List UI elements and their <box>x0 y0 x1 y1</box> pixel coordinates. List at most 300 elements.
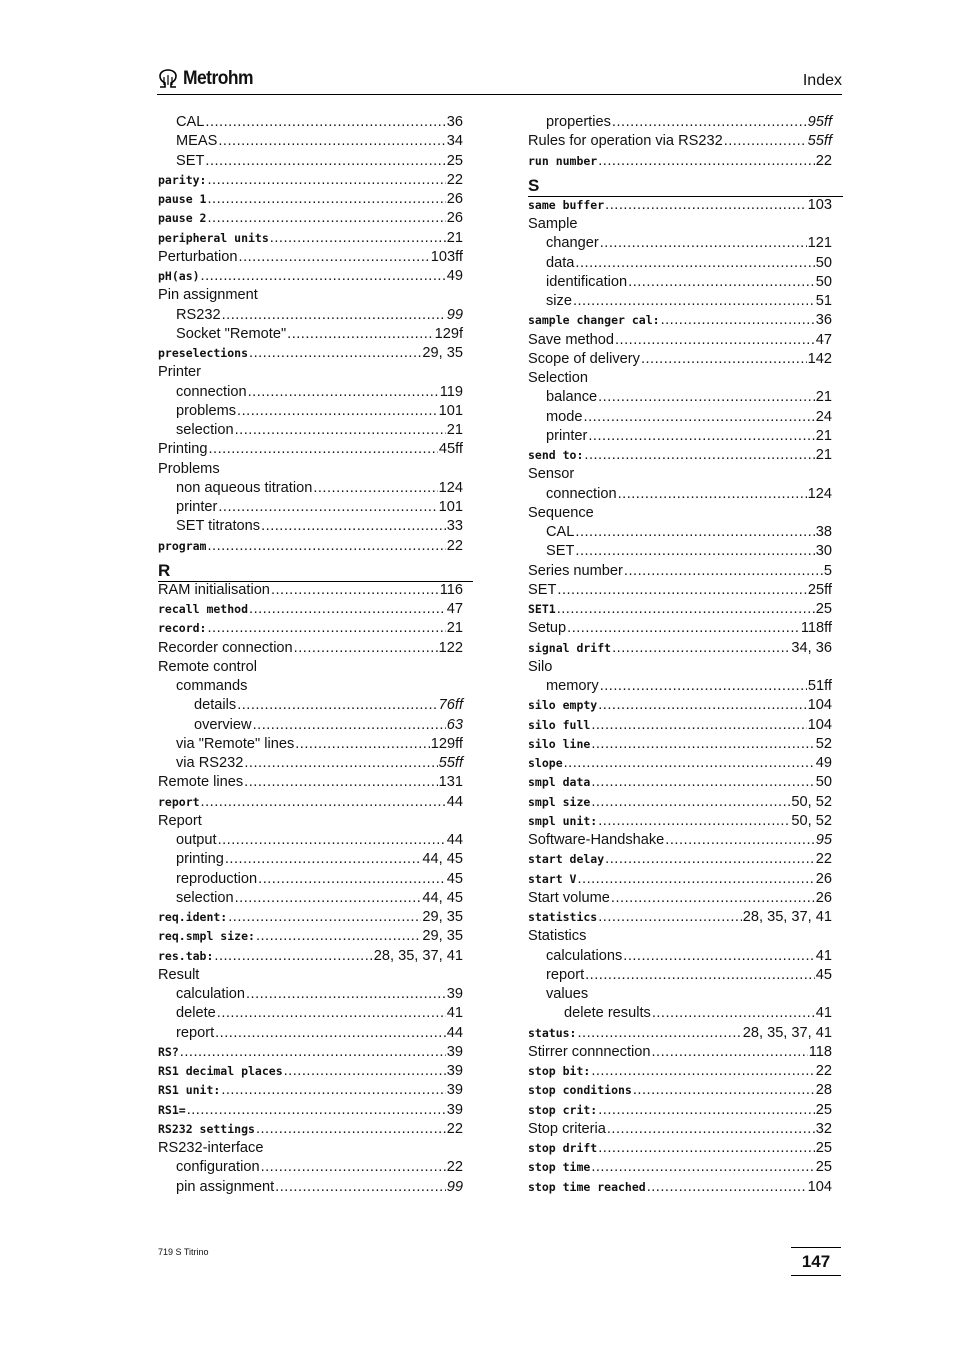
index-term: peripheral units <box>158 230 269 245</box>
index-entry <box>528 967 832 986</box>
dot-leader <box>605 851 815 867</box>
page-reference: 50, 52 <box>791 812 832 829</box>
index-term: RS232 <box>176 306 221 323</box>
index-entry <box>158 717 463 736</box>
page-reference: 104 <box>807 697 832 714</box>
page-reference: 55ff <box>807 133 832 150</box>
index-term: slope <box>528 756 563 770</box>
page-reference: 21 <box>446 620 463 637</box>
index-term: Printer <box>158 364 201 381</box>
index-entry <box>528 640 832 659</box>
index-term: Report <box>158 812 202 829</box>
page-reference: 21 <box>815 389 832 406</box>
page-reference: 124 <box>807 485 832 502</box>
index-term: Problems <box>158 460 220 477</box>
dot-leader <box>724 133 807 149</box>
index-entry <box>158 620 463 639</box>
index-term: report <box>158 794 200 809</box>
page-reference: 52 <box>815 735 832 752</box>
index-entry <box>158 461 463 480</box>
dot-leader <box>591 736 814 752</box>
index-term: stop time reached <box>528 1179 646 1194</box>
index-term: start V <box>528 871 577 886</box>
page-reference: 39 <box>446 986 463 1002</box>
dot-leader <box>573 293 815 309</box>
index-entry <box>158 422 463 441</box>
index-term: RS? <box>158 1044 179 1059</box>
index-entry <box>158 640 463 659</box>
index-term: calculation <box>176 986 245 1002</box>
dot-leader <box>591 774 814 790</box>
index-entry <box>528 986 832 1005</box>
dot-leader <box>598 697 806 713</box>
index-term: MEAS <box>176 133 218 150</box>
index-column-right <box>528 114 832 1198</box>
page-reference: 101 <box>438 499 463 515</box>
dot-leader <box>652 1005 815 1021</box>
index-term: Start volume <box>528 889 610 906</box>
index-entry <box>158 249 463 268</box>
page-reference: 50, 52 <box>791 793 832 810</box>
dot-leader <box>270 230 446 246</box>
page-reference: 45 <box>815 966 832 983</box>
index-term: Sensor <box>528 466 575 483</box>
index-entry <box>158 967 463 986</box>
index-term: details <box>194 697 237 714</box>
dot-leader <box>647 1179 807 1195</box>
index-entry <box>528 235 832 254</box>
index-entry <box>528 563 832 582</box>
page-reference: 45 <box>446 870 463 887</box>
index-entry <box>158 582 463 601</box>
index-term: pause 1 <box>158 192 207 206</box>
index-column-left <box>158 114 463 1198</box>
index-entry <box>158 307 463 326</box>
page-reference: 26 <box>446 210 463 227</box>
index-term: values <box>546 986 589 1002</box>
dot-leader <box>618 486 807 502</box>
index-term: Pin assignment <box>158 287 258 304</box>
page-reference: 5 <box>823 562 832 579</box>
index-entry <box>528 466 832 485</box>
dot-leader <box>591 1159 814 1175</box>
index-entry <box>528 774 832 793</box>
index-term: via "Remote" lines <box>176 735 295 752</box>
index-entry <box>528 1159 832 1178</box>
page-reference: 28, 35, 37, 41 <box>742 1024 832 1041</box>
dot-leader <box>205 153 445 169</box>
dot-leader <box>661 312 815 328</box>
page-reference: 28, 35, 37, 41 <box>742 909 832 925</box>
index-term: Scope of delivery <box>528 350 640 367</box>
index-term: printing <box>176 851 224 868</box>
index-entry <box>528 813 832 832</box>
index-entry <box>528 928 832 947</box>
index-term: size <box>546 293 572 309</box>
page-reference: 26 <box>815 870 832 887</box>
index-entry <box>158 774 463 793</box>
dot-leader <box>207 210 445 226</box>
index-term: Sample <box>528 216 578 232</box>
index-term: printer <box>176 499 218 515</box>
dot-leader <box>208 441 437 457</box>
index-term: silo line <box>528 736 591 751</box>
index-entry <box>158 441 463 460</box>
index-entry <box>158 1044 463 1063</box>
index-entry <box>528 1063 832 1082</box>
index-term: selection <box>176 889 234 906</box>
dot-leader <box>633 1082 815 1098</box>
page-reference: 99 <box>446 306 463 323</box>
index-entry <box>158 890 463 909</box>
dot-leader <box>575 524 814 540</box>
page-reference: 50 <box>815 254 832 271</box>
dot-leader <box>253 717 446 733</box>
page-reference: 76ff <box>438 697 463 714</box>
index-entry <box>528 1044 832 1063</box>
index-entry <box>528 486 832 505</box>
dot-leader <box>205 114 445 130</box>
page-reference: 129ff <box>430 735 463 752</box>
index-entry <box>528 1025 832 1044</box>
index-term: Socket "Remote" <box>176 325 287 342</box>
dot-leader <box>217 1005 446 1021</box>
index-entry <box>528 1179 832 1198</box>
page-reference: 41 <box>815 947 832 964</box>
index-term: Printing <box>158 441 208 458</box>
page-reference: 21 <box>446 422 463 438</box>
index-term: commands <box>176 678 248 694</box>
index-term: SET <box>546 543 575 560</box>
index-entry <box>158 172 463 191</box>
index-term: Silo <box>528 658 553 675</box>
page-reference: 25ff <box>807 581 832 598</box>
index-entry <box>528 755 832 774</box>
index-entry <box>528 1121 832 1140</box>
page-reference: 21 <box>815 447 832 463</box>
index-term: connection <box>546 485 617 502</box>
index-term: connection <box>176 383 247 400</box>
index-term: Setup <box>528 620 567 637</box>
index-term: pause 2 <box>158 211 207 226</box>
index-term: silo empty <box>528 698 598 713</box>
page-reference: 32 <box>815 1120 832 1137</box>
page-reference: 25 <box>815 1140 832 1156</box>
page-reference: 29, 35 <box>422 928 463 945</box>
index-term: CAL <box>176 114 205 130</box>
page-reference: 44, 45 <box>422 889 463 906</box>
dot-leader <box>598 1102 815 1118</box>
dot-leader <box>591 794 790 810</box>
index-entry <box>158 986 463 1005</box>
page-reference: 47 <box>815 331 832 348</box>
dot-leader <box>628 274 815 290</box>
dot-leader <box>598 389 815 405</box>
index-term: stop crit: <box>528 1102 598 1117</box>
page-reference: 44, 45 <box>422 851 463 868</box>
dot-leader <box>598 909 741 925</box>
dot-leader <box>214 948 372 964</box>
index-entry <box>528 351 832 370</box>
index-entry <box>158 948 463 967</box>
page-reference: 39 <box>446 1082 463 1099</box>
dot-leader <box>584 447 814 463</box>
index-term: smpl unit: <box>528 813 598 828</box>
index-entry <box>158 133 463 152</box>
index-term: silo full <box>528 717 591 732</box>
dot-leader <box>294 640 438 656</box>
index-term: report <box>176 1024 215 1041</box>
page-reference: 39 <box>446 1101 463 1118</box>
index-entry <box>528 851 832 870</box>
index-term: sample changer cal: <box>528 313 660 328</box>
dot-leader <box>249 601 446 617</box>
dot-leader <box>585 967 815 983</box>
dot-leader <box>284 1063 446 1079</box>
index-entry <box>158 538 463 557</box>
index-term: recall method <box>158 602 249 616</box>
index-entry <box>158 794 463 813</box>
index-entry <box>528 524 832 543</box>
index-entry <box>528 890 832 909</box>
index-term: parity: <box>158 172 207 187</box>
page-reference: 95 <box>815 832 832 848</box>
page-reference: 41 <box>815 1005 832 1022</box>
page-reference: 36 <box>446 114 463 130</box>
page-reference: 49 <box>815 755 832 771</box>
index-term: balance <box>546 389 598 406</box>
page-reference: 45ff <box>438 441 463 458</box>
index-term: RS1= <box>158 1102 186 1117</box>
index-entry <box>528 1140 832 1159</box>
dot-leader <box>201 794 446 810</box>
dot-leader <box>313 480 437 496</box>
dot-leader <box>575 255 814 271</box>
index-entry <box>528 312 832 331</box>
index-term: report <box>546 966 585 983</box>
index-term: stop bit: <box>528 1064 591 1078</box>
index-term: mode <box>546 408 583 425</box>
page-reference: 25 <box>815 1159 832 1176</box>
page-reference: 29, 35 <box>422 345 463 361</box>
dot-leader <box>246 986 446 1002</box>
index-term: data <box>546 254 575 271</box>
index-term: program <box>158 538 207 553</box>
index-term: RAM initialisation <box>158 581 270 598</box>
index-term: preselections <box>158 346 249 360</box>
index-term: send to: <box>528 448 584 462</box>
dot-leader <box>575 543 814 559</box>
index-entry <box>158 1140 463 1159</box>
page-reference: 26 <box>446 191 463 207</box>
index-term: overview <box>194 716 252 733</box>
page-reference: 119 <box>439 383 463 400</box>
index-entry <box>158 697 463 716</box>
product-name: 719 S Titrino <box>158 1247 209 1257</box>
dot-leader <box>641 351 807 367</box>
index-entry <box>528 133 832 152</box>
dot-leader <box>256 928 421 944</box>
page-reference: 49 <box>446 268 463 284</box>
page-reference: 104 <box>807 716 832 733</box>
index-entry <box>528 1102 832 1121</box>
section-title: Index <box>802 72 842 89</box>
index-term: CAL <box>546 524 575 540</box>
index-entry <box>158 210 463 229</box>
dot-leader <box>207 191 445 207</box>
page-reference: 28 <box>815 1082 832 1099</box>
index-term: same buffer <box>528 197 605 212</box>
index-entry <box>158 153 463 172</box>
index-term: signal drift <box>528 640 612 655</box>
dot-leader <box>591 717 806 733</box>
page-reference: 41 <box>446 1005 463 1022</box>
page-reference: 30 <box>815 543 832 560</box>
index-term: delete results <box>564 1005 651 1022</box>
index-entry <box>528 697 832 716</box>
page-reference: 44 <box>446 832 463 848</box>
index-term: req.smpl size: <box>158 929 255 944</box>
dot-leader <box>564 755 815 771</box>
brand-name: Metrohm <box>183 68 253 89</box>
dot-leader <box>624 563 823 579</box>
page-reference: 99 <box>446 1178 463 1195</box>
index-term: selection <box>176 422 234 438</box>
index-term: smpl data <box>528 775 591 790</box>
index-term: status: <box>528 1025 577 1040</box>
index-term: Remote control <box>158 658 257 675</box>
page-reference: 44 <box>446 793 463 810</box>
dot-leader <box>623 948 815 964</box>
index-entry <box>158 1025 463 1044</box>
dot-leader <box>652 1044 808 1060</box>
dot-leader <box>611 890 815 906</box>
index-entry <box>528 409 832 428</box>
index-entry <box>158 1063 463 1082</box>
index-term: identification <box>546 273 628 290</box>
dot-leader <box>598 1140 815 1156</box>
index-entry <box>158 678 463 697</box>
index-entry <box>528 332 832 351</box>
page-number-box <box>791 1247 841 1276</box>
page-reference: 26 <box>815 889 832 906</box>
index-term: Stop criteria <box>528 1120 606 1137</box>
index-term: RS1 decimal places <box>158 1064 283 1078</box>
page-reference: 104 <box>807 1178 832 1195</box>
index-entry <box>528 543 832 562</box>
section-letter: R <box>158 559 473 582</box>
index-term: req.ident: <box>158 910 228 924</box>
page-reference: 129f <box>434 325 463 342</box>
page-reference: 47 <box>446 601 463 617</box>
dot-leader <box>218 832 446 848</box>
dot-leader <box>271 582 439 598</box>
index-entry <box>158 871 463 890</box>
dot-leader <box>261 518 446 534</box>
index-term: problems <box>176 402 237 419</box>
index-term: pin assignment <box>176 1178 275 1195</box>
index-term: SET <box>528 581 557 598</box>
index-entry <box>528 274 832 293</box>
index-entry <box>158 1082 463 1101</box>
page-reference: 21 <box>446 229 463 246</box>
index-entry <box>158 1159 463 1178</box>
page-reference: 51ff <box>807 678 832 694</box>
index-entry <box>528 1005 832 1024</box>
index-entry <box>158 813 463 832</box>
dot-leader <box>207 172 445 188</box>
index-entry <box>158 755 463 774</box>
page-reference: 63 <box>446 716 463 733</box>
index-term: Remote lines <box>158 774 244 791</box>
index-term: Software-Handshake <box>528 832 665 848</box>
dot-leader <box>612 640 790 656</box>
dot-leader <box>258 871 446 887</box>
index-term: record: <box>158 621 207 636</box>
index-entry <box>158 230 463 249</box>
page-reference: 22 <box>446 537 463 554</box>
dot-leader <box>201 268 446 284</box>
dot-leader <box>221 1082 445 1098</box>
dot-leader <box>600 678 807 694</box>
page-reference: 50 <box>815 273 832 290</box>
index-entry <box>158 928 463 947</box>
index-entry <box>158 832 463 851</box>
page-reference: 34 <box>446 133 463 150</box>
dot-leader <box>239 249 430 265</box>
page-reference: 25 <box>815 601 832 617</box>
dot-leader <box>237 403 438 419</box>
dot-leader <box>215 1025 446 1041</box>
page-reference: 22 <box>815 152 832 169</box>
page-reference: 55ff <box>438 755 463 771</box>
dot-leader <box>222 307 446 323</box>
index-term: stop time <box>528 1160 591 1175</box>
index-entry <box>528 447 832 466</box>
index-entry <box>158 345 463 364</box>
index-entry <box>528 114 832 133</box>
dot-leader <box>557 582 807 598</box>
index-entry <box>528 1082 832 1101</box>
index-entry <box>528 601 832 620</box>
index-term: start delay <box>528 852 605 867</box>
index-entry <box>158 601 463 620</box>
page-reference: 103 <box>807 196 832 213</box>
index-entry <box>158 326 463 345</box>
index-entry <box>528 428 832 447</box>
dot-leader <box>261 1159 446 1175</box>
dot-leader <box>600 235 807 251</box>
page-reference: 29, 35 <box>422 909 463 925</box>
dot-leader <box>612 114 807 130</box>
page-reference: 24 <box>815 408 832 425</box>
index-term: Statistics <box>528 928 587 945</box>
page-reference: 95ff <box>807 114 832 130</box>
index-entry <box>528 678 832 697</box>
dot-leader <box>248 384 439 400</box>
page-reference: 22 <box>446 1120 463 1137</box>
index-entry <box>528 389 832 408</box>
page-reference: 22 <box>446 171 463 188</box>
section-letter: S <box>528 174 843 197</box>
index-term: delete <box>176 1005 216 1022</box>
page-reference: 50 <box>815 774 832 791</box>
page-reference: 51 <box>815 293 832 309</box>
index-entry <box>158 851 463 870</box>
index-term: SET1 <box>528 602 556 616</box>
page-reference: 22 <box>815 851 832 868</box>
index-term: statistics <box>528 910 598 924</box>
